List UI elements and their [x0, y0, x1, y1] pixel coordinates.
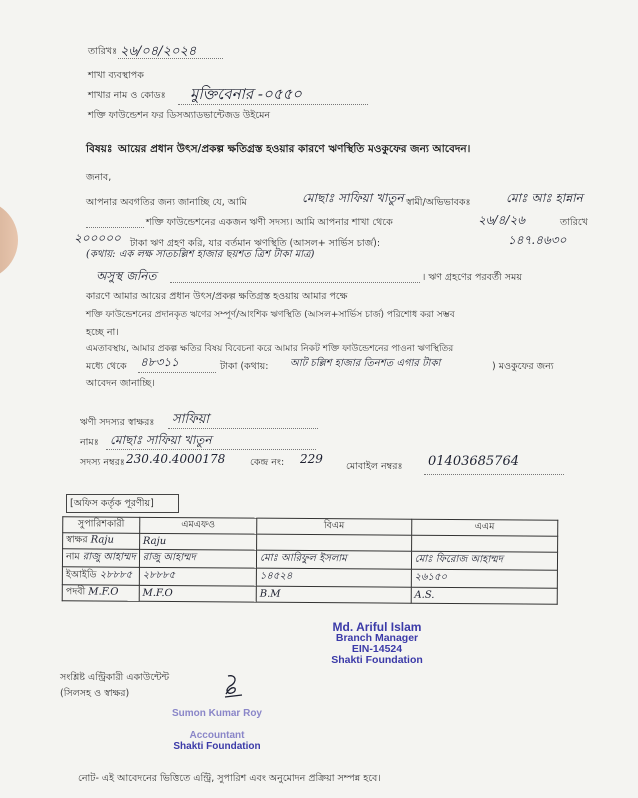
bm-stamp-name: Md. Ariful Islam	[332, 620, 422, 634]
accountant-label: সংশ্লিষ্ট এন্ট্রিকারী একাউন্টেন্ট	[60, 672, 170, 683]
mobile-hw: 01403685764	[428, 454, 519, 469]
branch-line	[178, 104, 368, 105]
bm-name: মোঃ আরিফুল ইসলাম	[256, 550, 411, 569]
date-label: তারিখঃ	[88, 46, 118, 57]
member-no-hw: 230.40.4000178	[126, 452, 226, 466]
row-label: ইআইডি ২৮৮৮৫	[62, 567, 139, 586]
waive-amount-hw: ৪৮৩১১	[140, 355, 179, 369]
bm-desig: B.M	[256, 586, 411, 603]
member-sign-label: ঋণী সদস্যর স্বাক্ষরঃ	[80, 417, 155, 428]
left-name-hw: রাজু আহাম্মদ	[82, 551, 136, 563]
p1-blank-line	[86, 227, 144, 228]
accountant-stamp-org: Shakti Foundation	[173, 741, 261, 752]
balance-hw: ১৪৭.৪৬৩০	[508, 233, 567, 247]
p1-line5: কারণে আমার আয়ের প্রধান উৎস/প্রকল্প ক্ষতিগ্রস্ত হওয়ায় আমার পক্ষে	[86, 291, 348, 302]
member-no-label: সদস্য নম্বরঃ	[80, 457, 125, 468]
branch-value: মুক্তিবেনার -০৫৫০	[190, 85, 302, 103]
p2-from: মধ্যে থেকে	[86, 361, 127, 372]
mfo-desig: M.F.O	[139, 585, 256, 602]
left-sign-hw: Raju	[90, 534, 114, 546]
mfo-eid: ২৮৮৮৫	[139, 567, 256, 586]
am-eid: ২৬১৫০	[411, 569, 557, 588]
table-row	[62, 585, 557, 604]
waive-amount-line	[138, 372, 216, 373]
p2-line3: আবেদন জানাচ্ছি।	[86, 378, 155, 389]
p1-prefix: আপনার অবগতির জন্য জানাচ্ছি যে, আমি	[86, 197, 247, 208]
footnote: নোট- এই আবেদনের ভিত্তিতে এন্ট্রি, সুপারিশ এবং অনুমোদন প্রক্রিয়া সম্পন্ন হবে।	[78, 773, 381, 784]
left-desig-hw: M.F.O	[88, 586, 119, 598]
p1-line6: শক্তি ফাউন্ডেশনের প্রদানকৃত ঋণের সম্পূর্ণ/আংশিক ঋণস্থিতি (আসল+সার্ভিস চার্জ) পরিশোধ করা সম্ভব	[86, 310, 455, 320]
row-label: পদবী M.F.O	[62, 585, 139, 602]
p1-line7: হচ্ছে না।	[86, 327, 119, 338]
waive-words-hw: আট চল্লিশ হাজার তিনশত এগার টাকা	[290, 358, 441, 369]
p2-end: ) মওকুফের জন্য	[492, 361, 554, 372]
accountant-signature-icon	[222, 672, 244, 700]
row-label: নাম রাজু আহাম্মদ	[62, 549, 139, 568]
bm-stamp-ein: EIN-14524	[351, 643, 403, 655]
finger-edge	[0, 200, 18, 280]
accountant-stamp-role: Accountant	[189, 730, 245, 741]
bm-stamp	[318, 622, 436, 666]
office-use-box: [অফিস কর্তৃক পূরণীয়]	[66, 494, 179, 513]
am-name: মোঃ ফিরোজ আহাম্মদ	[411, 551, 557, 570]
mobile-line	[424, 474, 564, 475]
org-line: শক্তি ফাউন্ডেশন ফর ডিসঅ্যাডভান্টেজড উইমেন	[88, 110, 271, 121]
p1-line4: । ঋণ গ্রহণের পরবর্তী সময়	[422, 272, 522, 283]
recipient: শাখা ব্যবস্থাপক	[88, 70, 144, 81]
mobile-label: মোবাইল নম্বরঃ	[346, 461, 403, 472]
header-am: এএম	[411, 519, 557, 536]
am-sign	[411, 535, 557, 552]
salutation: জনাব,	[86, 172, 112, 183]
p1-line2: শক্তি ফাউন্ডেশনের একজন ঋণী সদস্য। আমি আপনার শাখা থেকে	[146, 217, 393, 228]
p1-line4-hw: অসুস্থ জনিত	[96, 269, 157, 283]
member-name-label: নামঃ	[80, 437, 99, 448]
husband-name-hw: মোঃ আঃ হান্নান	[506, 191, 583, 205]
loan-date-hw: ২৬/৪/২৬	[478, 213, 526, 227]
accountant-sub: (সিলসহ ও স্বাক্ষর)	[60, 688, 130, 699]
member-sign-hw: সাফিয়া	[172, 412, 210, 427]
subject-label: বিষয়ঃ	[86, 143, 113, 155]
p2-taka: টাকা (কথায়:	[220, 361, 269, 372]
center-label: কেন্দ্র নং:	[250, 457, 285, 468]
bm-stamp-org: Shakti Foundation	[331, 654, 423, 666]
p1-line4-dots	[170, 282, 420, 283]
am-desig: A.S.	[411, 587, 557, 604]
header-recommender: সুপারিশকারী	[63, 517, 140, 534]
mfo-sign: Raju	[139, 533, 256, 550]
accountant-stamp	[158, 708, 276, 752]
date-value: ২৬/০৪/২০২৪	[120, 44, 197, 59]
bm-stamp-title: Branch Manager	[335, 632, 419, 644]
row-label: স্বাক্ষর Raju	[63, 533, 140, 550]
header-bm: বিএম	[257, 518, 412, 535]
date-word: তারিখে	[560, 217, 588, 228]
left-eid-hw: ২৮৮৮৫	[99, 569, 133, 581]
member-name-line	[106, 449, 316, 450]
p1-husband-label: স্বামী/অভিভাবকঃ	[406, 197, 471, 208]
center-hw: 229	[300, 452, 323, 466]
accountant-stamp-name: Sumon Kumar Roy	[171, 708, 262, 719]
p1-line3: টাকা ঋণ গ্রহণ করি, যার বর্তমান ঋণস্থিতি (আসল+ সার্ভিস চার্জ):	[130, 238, 381, 249]
bm-eid: ১৪৫২৪	[256, 568, 411, 587]
recommendation-table	[62, 516, 559, 604]
member-name-hw: মোছাঃ সাফিয়া খাতুন	[302, 191, 404, 205]
bm-sign	[257, 534, 412, 551]
subject-text: আয়ের প্রধান উৎস/প্রকল্প ক্ষতিগ্রস্ত হওয়ার কারণে ঋণস্থিতি মওকুফের জন্য আবেদন।	[118, 143, 471, 155]
loan-amount-hw: ২০০০০০	[74, 231, 121, 245]
branch-label: শাখার নাম ও কোডঃ	[88, 90, 166, 101]
member-sign-line	[168, 428, 318, 429]
mfo-name: রাজু আহাম্মদ	[139, 549, 256, 568]
p2-line1: এমতাবস্থায়, আমার প্রকল্প ক্ষতির বিষয় বিবেচনা করে আমার নিকট শক্তি ফাউন্ডেশনের পাওনা ঋণস্থিতির	[86, 344, 454, 354]
header-mfo: এমএফও	[139, 517, 256, 534]
member-name-value-hw: মোছাঃ সাফিয়া খাতুন	[110, 433, 212, 447]
words-hw: (কথায়: এক লক্ষ সাতচল্লিশ হাজার ছয়শত ত্রিশ টাকা মাত্র)	[86, 249, 315, 260]
date-line	[118, 58, 223, 59]
